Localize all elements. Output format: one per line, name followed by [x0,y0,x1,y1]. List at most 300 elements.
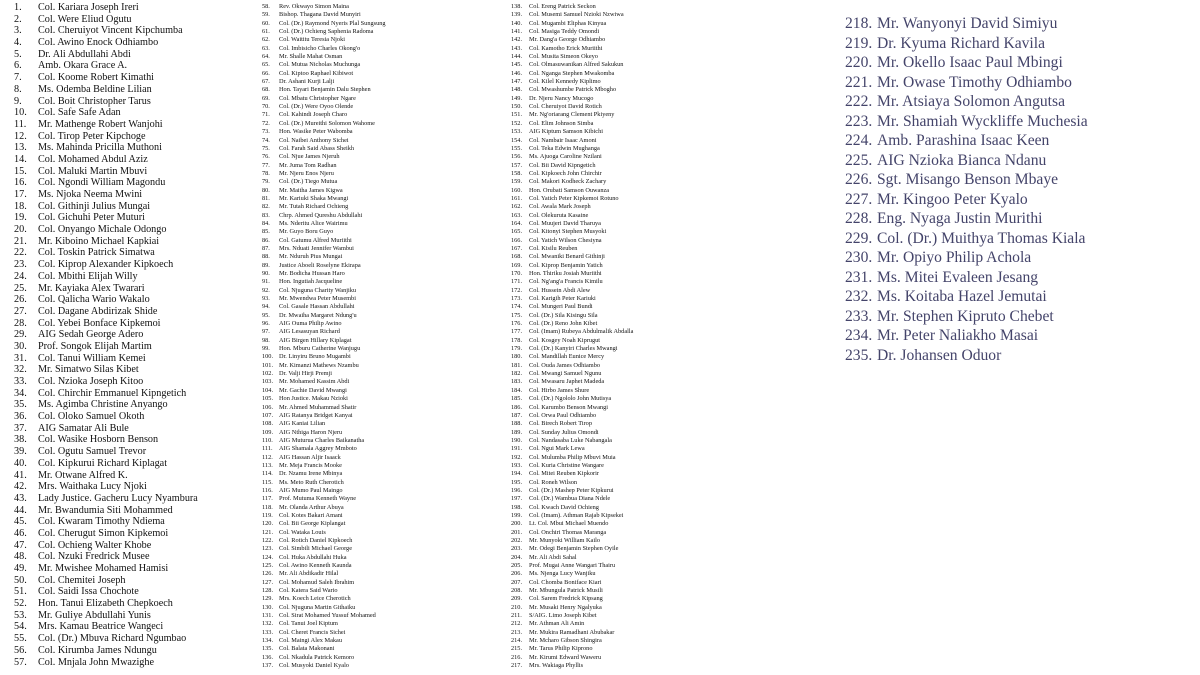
list-item [14,107,246,119]
item-name: Col. (Dr.) Were Oyoo Olende [279,103,354,111]
list-item [262,287,512,295]
list-item [14,399,246,411]
item-name: Col. Makori Kodheck Zachary [529,178,607,186]
item-number: 174. [511,303,523,311]
item-name: Mr. Bwandumia Siti Mohammed [38,504,173,516]
item-number: 152. [511,119,523,127]
item-number: 182. [511,370,523,378]
item-number: 40. [14,457,27,469]
item-number: 145. [511,61,523,69]
list-item [14,458,246,470]
item-name: Col. Ogutu Samuel Trevor [38,446,147,458]
item-number: 196. [511,486,523,494]
list-item [262,487,512,495]
item-number: 98. [262,336,270,344]
item-name: AIG Ratanya Bridget Kanyai [279,411,353,419]
item-name: Mr. Guyo Boru Guyo [279,228,334,236]
item-name: Dr. Ali Abdullahi Abdi [38,48,131,60]
item-number: 35. [14,399,27,411]
item-name: Mr. Bodicha Hussan Haro [279,270,345,277]
item-number: 95. [262,311,270,319]
item-name: Col. Roneh Wilson [529,478,578,486]
list-item [14,72,246,84]
list-item [511,420,706,428]
item-name: Col. Njuguna Charity Wanjiku [279,286,357,294]
item-number: 215. [511,645,523,653]
item-name: Mr. Peter Naliakho Masai [877,327,1039,344]
item-name: Col. Mwashumbe Patrick Mbogho [529,86,617,94]
item-number: 39. [14,446,27,458]
list-item [262,404,512,412]
item-number: 86. [262,236,270,244]
item-name: Mr. Ali Abdi Sahal [529,553,577,561]
list-item [511,612,706,620]
item-name: Col. Balata Makonani [279,645,335,653]
list-item [262,328,512,336]
item-name: Col. Sirat Mohamed Yussuf Mohamed [279,612,376,620]
item-name: Col. Tanui William Kemei [38,352,146,364]
list-item [262,529,512,537]
item-name: Mr. Mbungula Patrick Musili [529,587,603,595]
item-number: 18. [14,200,27,212]
item-name: Prof. Songok Elijah Martim [38,340,152,352]
list-item [511,86,706,94]
list-item [262,504,512,512]
item-number: 139. [511,11,523,19]
item-number: 26. [14,294,27,306]
item-number: 193. [511,461,523,469]
item-number: 128. [262,587,274,595]
item-number: 195. [511,478,523,486]
item-number: 192. [511,453,523,461]
item-number: 212. [511,620,523,628]
item-number: 141. [511,28,523,36]
list-item [511,237,706,245]
item-number: 29. [14,329,27,341]
item-number: 162. [511,203,523,211]
list-item [511,337,706,345]
item-number: 2. [14,13,22,25]
list-item [262,20,512,28]
item-number: 156. [511,153,523,161]
item-number: 32. [14,364,27,376]
item-name: Col. Birech Robert Tirop [529,420,592,428]
list-item [845,248,1195,268]
item-number: 158. [511,169,523,177]
list-item [262,545,512,553]
list-item [511,454,706,462]
item-number: 126. [262,570,274,578]
list-item [845,53,1195,73]
item-number: 71. [262,111,270,119]
list-item [511,103,706,111]
item-name: Justice Aboeli Roselyne Ekirapa [279,261,361,269]
item-number: 33. [14,376,27,387]
item-number: 230. [845,249,873,266]
item-number: 97. [262,328,270,336]
list-item [262,537,512,545]
item-name: Col. Chemitei Joseph [38,574,126,586]
item-number: 12. [14,130,27,142]
list-item [14,505,246,517]
list-item [14,166,246,178]
list-item [511,345,706,353]
item-name: Col. Awino Kenneth Kaunda [279,562,352,570]
list-item [262,95,512,103]
list-item [14,341,246,353]
list-item [262,512,512,520]
item-name: Col. Kiprop Benjamin Yatich [529,261,603,269]
item-number: 112. [262,453,273,461]
item-number: 9. [14,95,22,107]
list-item [262,253,512,261]
item-name: Ms. Njoka Neema Mwini [38,189,143,200]
item-name: Mr. Ahmed Muhammad Shatir [279,403,357,411]
item-number: 13. [14,142,27,154]
item-name: Mr. Mathenge Robert Wanjohi [38,118,163,130]
list-item [262,520,512,528]
item-number: 155. [511,144,523,152]
list-item [262,187,512,195]
item-number: 138. [511,3,523,10]
item-name: Col. Elim Johnson Simba [529,119,594,127]
item-name: Col. (Imam). Athman Rajab Kipsekei [529,511,624,519]
list-item [511,203,706,211]
list-item [262,362,512,370]
item-name: Mrs. Kamau Beatrice Wangeci [38,621,164,633]
item-number: 160. [511,186,523,194]
item-number: 94. [262,303,270,311]
item-name: Col. Nzuki Fredrick Musee [38,551,150,563]
list-item [14,201,246,213]
item-name: Mr. Opiyo Philip Achola [877,249,1032,266]
list-item [511,645,706,653]
item-number: 52. [14,598,27,610]
list-item [262,78,512,86]
list-item [262,495,512,503]
item-number: 101. [262,361,274,369]
item-number: 38. [14,434,27,446]
list-item [262,637,512,645]
list-item [262,579,512,587]
item-number: 157. [511,161,523,169]
item-name: Mr. Njeru Enos Njeru [279,169,334,177]
list-item [262,587,512,595]
list-item [262,462,512,470]
item-number: 120. [262,520,274,528]
item-name: Col. Kisilu Reuben [529,244,578,252]
list-item [845,14,1195,34]
item-name: AIG Samatar Ali Bule [38,422,129,434]
item-name: Col. Karigih Peter Kariuki [529,295,596,303]
list-item [262,128,512,136]
item-name: Mr. Shamiah Wyckliffe Muchesia [877,112,1088,130]
item-name: Col. Chomba Boniface Kiari [529,578,602,586]
list-item [511,537,706,545]
item-number: 87. [262,244,270,252]
item-number: 72. [262,119,270,127]
list-item [511,178,706,186]
item-name: Col. Farah Said Abass Sheikh [279,144,355,152]
item-name: Col. Simbili Michael George [279,545,352,553]
list-item [14,540,246,552]
list-item [511,387,706,395]
item-number: 221. [845,73,873,91]
list-item [511,545,706,553]
item-name: AIG Ouma Philip Awino [279,320,342,328]
item-number: 170. [511,270,523,277]
list-item [511,137,706,145]
item-number: 56. [14,644,27,656]
list-item [511,153,706,161]
list-item [511,395,706,403]
item-number: 161. [511,194,523,202]
item-name: Mr. Kirumi Edward Waweru [529,653,602,661]
item-number: 222. [845,93,873,110]
item-name: Col. Yebei Bonface Kipkemoi [38,317,161,329]
item-number: 187. [511,411,523,419]
item-number: 227. [845,190,873,208]
list-item [511,3,706,11]
item-name: Col. (Dr.) Muithya Thomas Kiala [877,229,1086,247]
item-number: 127. [262,578,274,586]
item-name: Col. Imbisicho Charles Okong'o [279,44,361,52]
item-name: Mr. Kiboino Michael Kapkiai [38,235,160,247]
item-name: Col. Kuria Christine Wangare [529,461,604,469]
item-number: 83. [262,211,270,219]
item-number: 209. [511,595,523,603]
list-item [262,470,512,478]
list-item [262,562,512,570]
item-number: 116. [262,486,273,494]
item-name: AIG Nthiga Haron Njeru [279,428,343,436]
item-number: 1. [14,2,22,13]
item-number: 67. [262,78,270,86]
item-number: 223. [845,112,873,130]
item-number: 153. [511,128,523,136]
item-number: 4. [14,37,22,49]
list-item [14,434,246,446]
item-name: Col. Mwaniki Benard Githinji [529,253,605,261]
list-item [511,312,706,320]
item-number: 179. [511,345,523,353]
list-item [14,283,246,295]
list-item [845,268,1195,288]
list-item [14,586,246,598]
list-item [262,237,512,245]
item-number: 175. [511,311,523,319]
list-item [511,620,706,628]
item-number: 151. [511,111,523,119]
item-number: 122. [262,537,274,544]
list-item [511,162,706,170]
item-number: 176. [511,320,523,328]
item-name: Col. Ereng Patrick Seckon [529,3,596,10]
item-name: AIG Lesasuyan Richard [279,328,340,336]
item-number: 224. [845,132,873,149]
item-number: 225. [845,151,873,169]
item-number: 181. [511,361,523,369]
list-item [14,212,246,224]
item-number: 211. [511,612,522,620]
list-item [511,11,706,19]
item-name: Col. Mohamud Saleh Ibrahim [279,578,355,586]
list-item [262,303,512,311]
item-name: Col. Kariara Joseph Ireri [38,2,139,13]
item-number: 113. [262,461,273,469]
item-number: 167. [511,244,523,252]
list-item [511,554,706,562]
list-item [511,111,706,119]
item-name: Mr. Ng'oriarang Clement Pkiyeny [529,111,615,119]
item-number: 207. [511,578,523,586]
item-name: Col. Musemi Samuel Nzioki Nzwiwa [529,11,624,19]
item-name: Mr. Gachie David Mwangi [279,386,347,394]
item-number: 186. [511,403,523,411]
item-name: Col. Kilel Kennedy Kiplimo [529,78,601,86]
list-item [511,470,706,478]
item-name: Hon. Tayari Benjamin Dalu Stephen [279,86,371,94]
item-name: AIG Mumo Paul Maingo [279,486,343,494]
item-number: 90. [262,270,270,277]
list-item [14,657,246,669]
item-number: 206. [511,570,523,578]
item-number: 43. [14,492,27,504]
list-item [14,423,246,435]
list-item [511,36,706,44]
item-name: Dr. Johansen Oduor [877,346,1002,364]
list-item [262,245,512,253]
item-name: Ms. Nderitu Alice Wairimu [279,219,348,227]
item-name: Lady Justice. Gacheru Lucy Nyambura [38,492,198,504]
list-item [14,633,246,645]
item-name: Mr. Okello Isaac Paul Mbingi [877,54,1063,71]
item-name: Mr. Kariuki Shaka Mwangi [279,194,349,202]
item-name: Col. Mutua Nicholas Muchunga [279,61,361,69]
item-number: 216. [511,653,523,661]
item-number: 231. [845,268,873,286]
item-name: Mr. Musaki Henry Ngalyuka [529,603,602,611]
list-item [262,554,512,562]
item-name: Col. Hirbo James Shure [529,386,590,394]
item-name: Col. Teka Edwin Mughanga [529,144,600,152]
list-item [511,320,706,328]
item-number: 68. [262,86,270,94]
item-number: 197. [511,495,523,503]
item-number: 65. [262,61,270,69]
item-name: Col. Ngondi William Magondu [38,177,166,189]
list-item [262,629,512,637]
list-item [262,228,512,236]
item-number: 183. [511,378,523,386]
item-number: 20. [14,224,27,236]
list-item [262,103,512,111]
item-name: Col. Musita Simeon Okeyo [529,53,598,61]
list-item [14,84,246,96]
list-item [511,562,706,570]
item-number: 10. [14,107,27,119]
item-name: Ms. Mitei Evaleen Jesang [877,268,1039,286]
item-name: Mr. Simatwo Silas Kibet [38,364,139,376]
item-name: Mr. Maitha James Kigwa [279,186,343,194]
list-item [14,49,246,61]
item-name: Ms. Mahinda Pricilla Muthoni [38,142,162,154]
item-name: Col. (Dr.) Ngololo John Mutisya [529,395,612,403]
item-number: 232. [845,288,873,305]
list-item [262,395,512,403]
list-item [14,563,246,575]
item-number: 210. [511,603,523,611]
item-name: Mr. Kimanzi Mathews Nzambu [279,361,359,369]
item-name: Eng. Nyaga Justin Murithi [877,210,1043,227]
list-item [14,271,246,283]
list-item [14,470,246,482]
list-item [845,346,1195,366]
item-number: 134. [262,637,274,645]
item-number: 114. [262,470,273,478]
item-name: Col. Tirop Peter Kipchoge [38,130,146,142]
item-name: Mr. Mwendwa Peter Musembi [279,295,356,303]
list-item [511,479,706,487]
item-name: Mr. Ali Abdikadir Hilal [279,570,339,578]
item-name: Col. Wasike Hosborn Benson [38,434,159,446]
item-number: 25. [14,282,27,294]
item-number: 235. [845,346,873,364]
list-item [511,270,706,278]
list-item [511,637,706,645]
item-number: 148. [511,86,523,94]
item-name: Mr. Meja Francis Mooke [279,461,342,469]
item-name: Col. Kamotho Erick Muriithi [529,44,603,52]
list-item [511,662,706,670]
item-name: Col. (Dr.) Mbuva Richard Ngumbao [38,633,187,645]
item-number: 198. [511,503,523,511]
item-number: 233. [845,307,873,325]
item-number: 140. [511,19,523,27]
list-item [845,170,1195,190]
item-name: Col. Ochieng Walter Khobe [38,539,152,551]
item-name: Ms. Ajuoga Caroline Nzilani [529,153,602,161]
list-item [845,92,1195,112]
item-number: 150. [511,103,523,111]
list-item [262,70,512,78]
item-number: 188. [511,420,523,428]
item-name: Col. Nambair Isaac Amoni [529,136,597,144]
item-number: 79. [262,178,270,186]
item-number: 16. [14,177,27,189]
item-number: 105. [262,395,274,403]
list-item [14,119,246,131]
item-name: Mr. Shalle Mahat Osman [279,53,343,61]
item-name: Col. Saidi Issa Chochote [38,586,139,598]
list-item [14,306,246,318]
item-number: 108. [262,420,274,428]
item-number: 91. [262,278,270,286]
list-item [511,53,706,61]
item-name: Mrs. Nduati Jennifer Wambui [279,244,354,252]
list-item [14,37,246,49]
item-name: Dr. Njeru Nancy Mucogo [529,94,594,102]
item-number: 31. [14,352,27,364]
item-number: 45. [14,516,27,528]
item-number: 80. [262,186,270,194]
item-name: Col. Sunday Julius Omondi [529,428,599,436]
item-number: 130. [262,603,274,611]
list-item [511,187,706,195]
list-item [262,595,512,603]
list-item [262,353,512,361]
list-item [511,120,706,128]
